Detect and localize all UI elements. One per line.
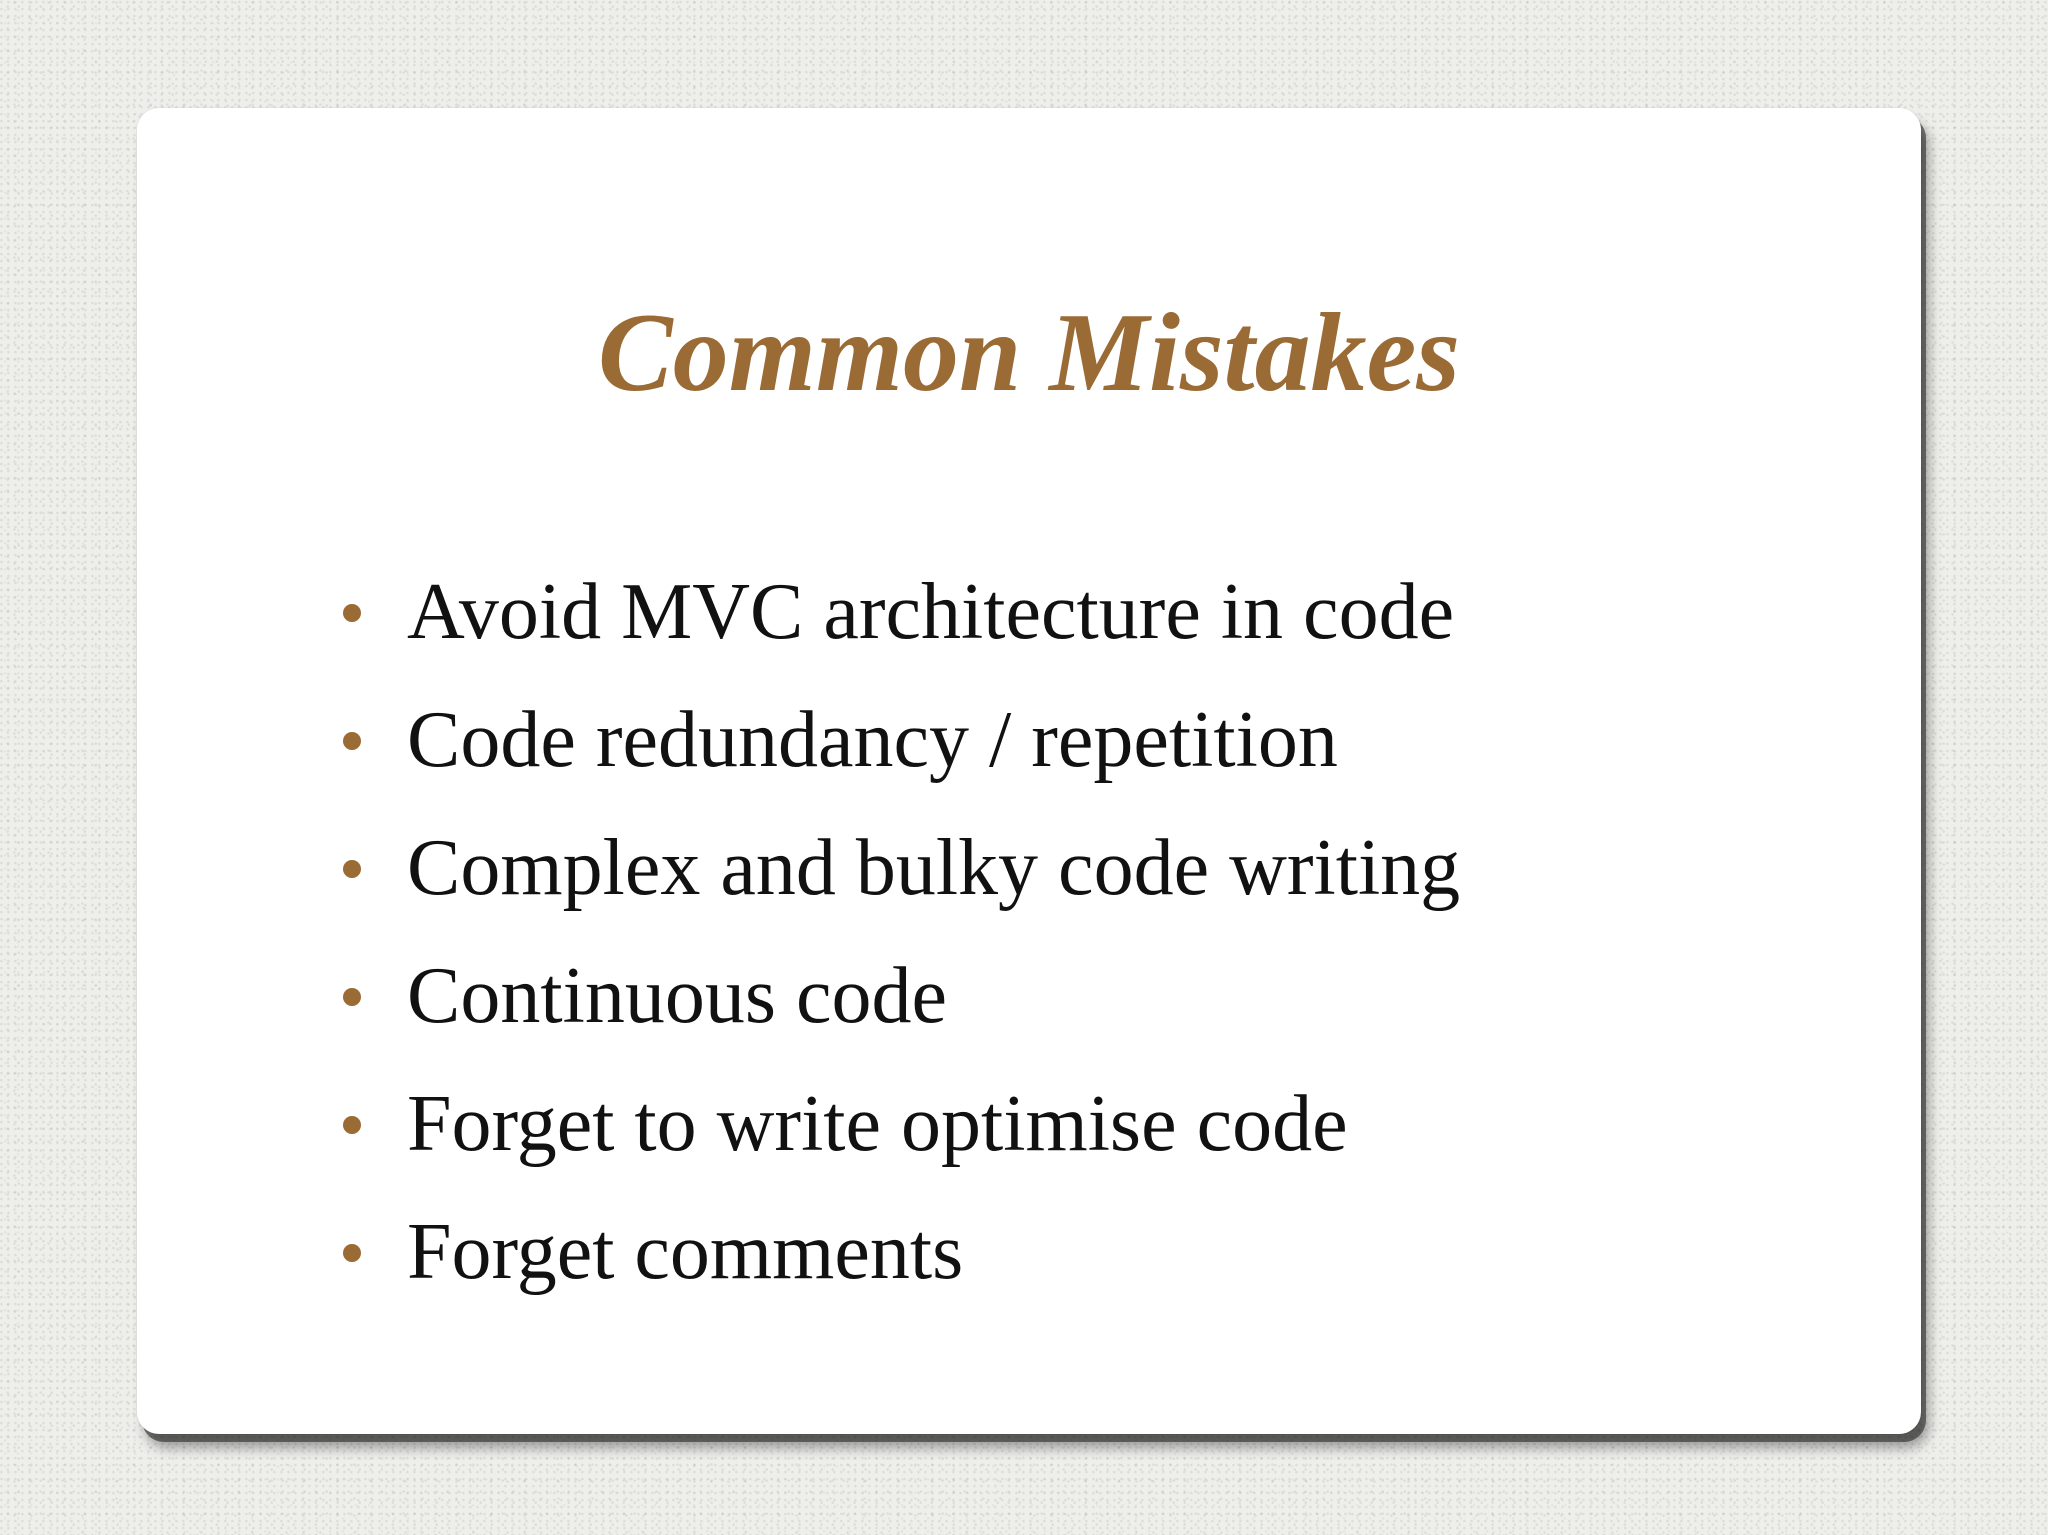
slide-title: Common Mistakes: [598, 291, 1460, 415]
bullet-dot-icon: [343, 604, 361, 622]
bullet-text: Code redundancy / repetition: [407, 696, 1338, 784]
bullet-dot-icon: [343, 860, 361, 878]
bullet-text: Avoid MVC architecture in code: [407, 568, 1455, 656]
bullet-dot-icon: [343, 988, 361, 1006]
bullet-dot-icon: [343, 732, 361, 750]
bullet-text: Complex and bulky code writing: [407, 824, 1461, 912]
bullet-text: Continuous code: [407, 952, 947, 1040]
slide-card: [137, 108, 1921, 1434]
bullet-dot-icon: [343, 1116, 361, 1134]
bullet-dot-icon: [343, 1244, 361, 1262]
bullet-text: Forget comments: [407, 1208, 964, 1296]
bullet-text: Forget to write optimise code: [407, 1080, 1348, 1168]
